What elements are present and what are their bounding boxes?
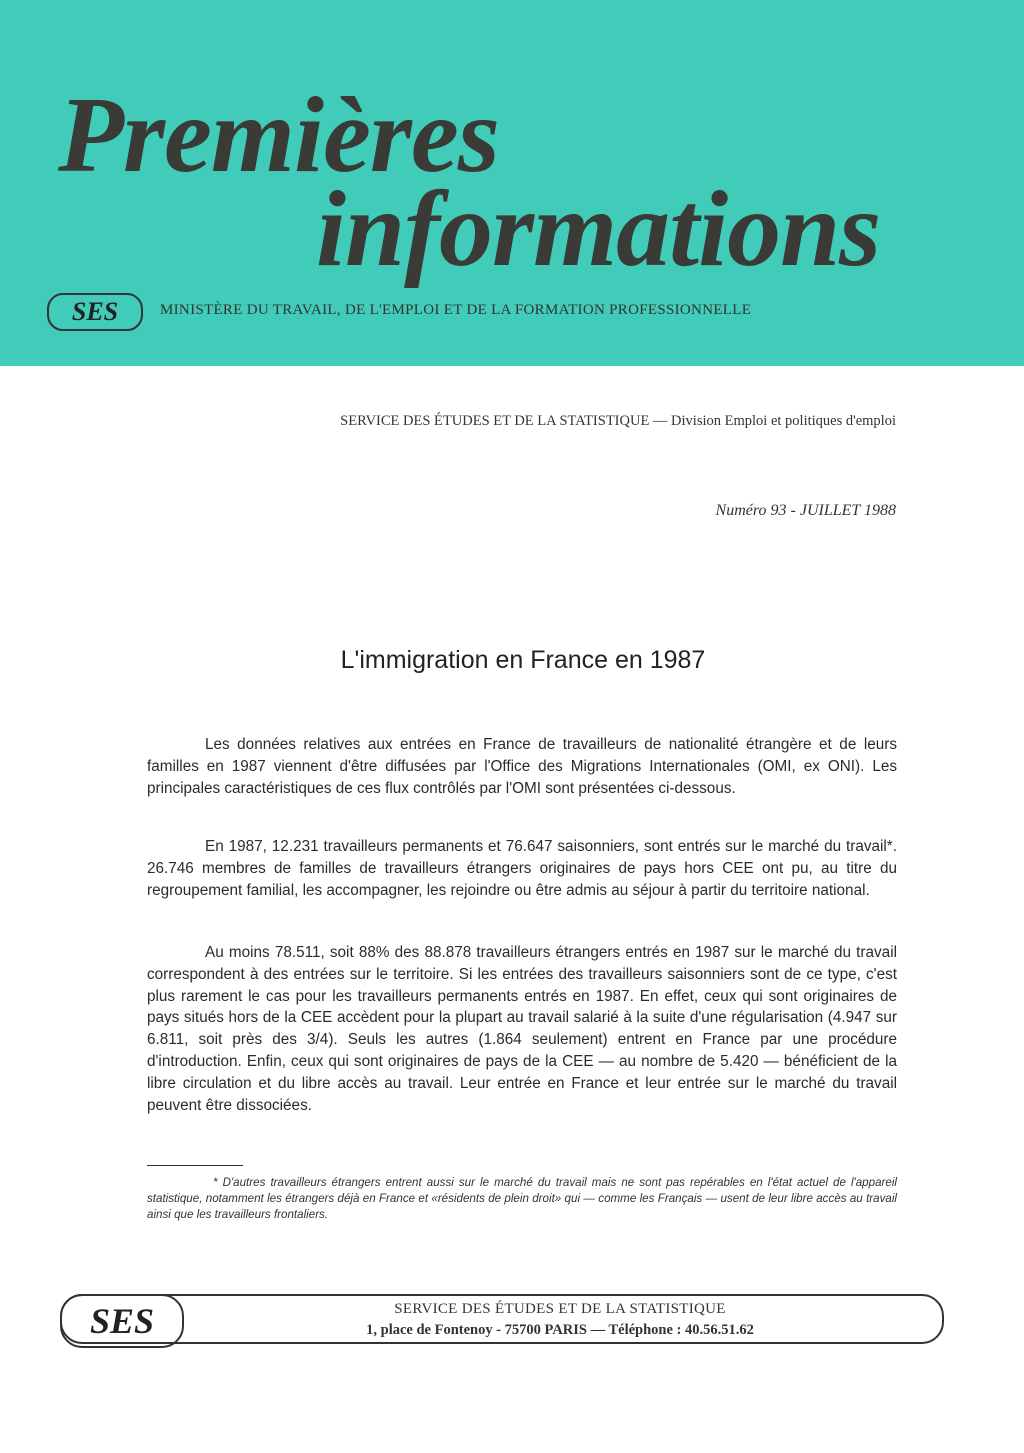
- footer-service-name: SERVICE DES ÉTUDES ET DE LA STATISTIQUE: [394, 1301, 726, 1317]
- footer-ses-logo: SES: [60, 1294, 184, 1348]
- masthead-title-line2: informations: [316, 170, 881, 289]
- footnote-divider: [147, 1165, 243, 1166]
- footnote: * D'autres travailleurs étrangers entrent aussi sur le marché du travail mais ne sont pas repérables en l'état actuel de l'appareil statistique, notamment les étrangers déjà en France et «résidents de plein droit» qui — comme les Français — usent de leur libre accès au travail ainsi que les travailleurs frontaliers.: [147, 1176, 897, 1221]
- issue-number: Numéro 93 - JUILLET 1988: [715, 502, 896, 519]
- ses-logo: SES: [47, 293, 143, 331]
- service-division-line: SERVICE DES ÉTUDES ET DE LA STATISTIQUE — Division Emploi et politiques d'emploi: [340, 413, 896, 429]
- ministry-name: MINISTÈRE DU TRAVAIL, DE L'EMPLOI ET DE LA FORMATION PROFESSIONNELLE: [160, 302, 752, 318]
- paragraph-2: En 1987, 12.231 travailleurs permanents et 76.647 saisonniers, sont entrés sur le marché du travail*. 26.746 membres de familles de travailleurs étrangers originaires de pays hors CEE ont pu, au titre du regroupement familial, les accompagner, les rejoindre ou être admis au séjour à partir du territoire national.: [147, 838, 897, 899]
- footer-address: 1, place de Fontenoy - 75700 PARIS — Téléphone : 40.56.51.62: [366, 1322, 754, 1338]
- paragraph-3: Au moins 78.511, soit 88% des 88.878 travailleurs étrangers entrés en 1987 sur le marché du travail correspondent à des entrées sur le territoire. Si les entrées des travailleurs saisonniers sont de ce type, c'est plus rarement le cas pour les travailleurs permanents entrés en 1987. En effet, ceux qui sont originaires de pays situés hors de la CEE accèdent pour la plupart au travail salarié à la suite d'une régularisation (4.947 sur 6.811, soit près des 3/4). Seuls les autres (1.864 seulement) entrent en France par une procédure d'introduction. Enfin, ceux qui sont originaires de pays de la CEE — au nombre de 5.420 — bénéficient de la libre circulation et du libre accès au travail. Leur entrée en France et leur entrée sur le marché du travail peuvent être dissociées.: [147, 944, 897, 1114]
- masthead-title-line1: Premières: [58, 76, 499, 195]
- paragraph-1: Les données relatives aux entrées en France de travailleurs de nationalité étrangère et de leurs familles en 1987 viennent d'être diffusées par l'Office des Migrations Internationales (OMI, ex ONI). Les principales caractéristiques de ces flux contrôlés par l'OMI sont présentées ci-dessous.: [147, 736, 897, 797]
- article-title: L'immigration en France en 1987: [340, 646, 706, 674]
